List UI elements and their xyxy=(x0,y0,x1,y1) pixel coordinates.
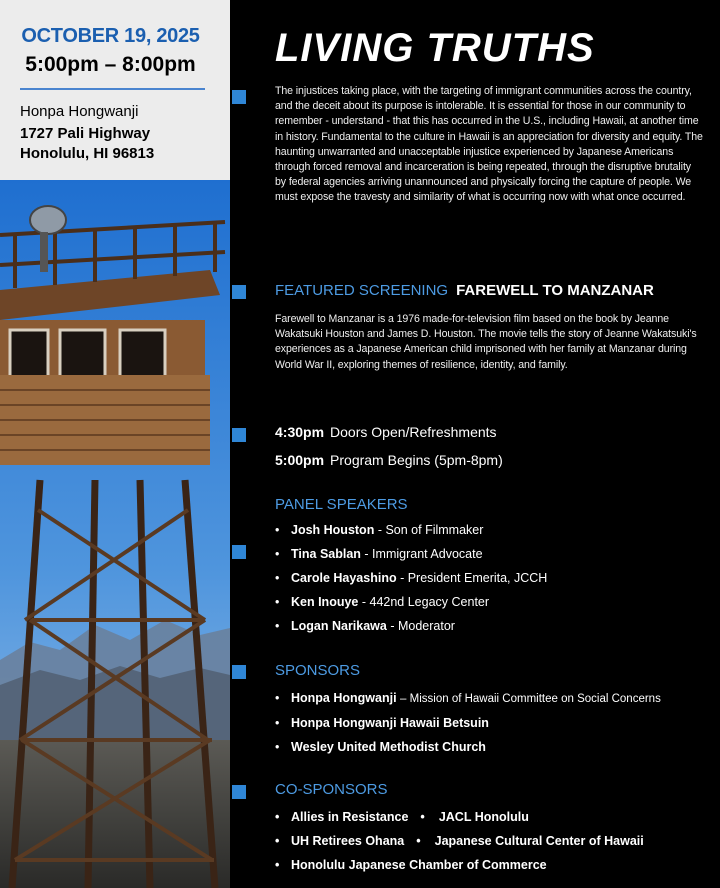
event-time: 5:00pm – 8:00pm xyxy=(25,53,196,76)
speaker-item xyxy=(275,566,547,590)
main-title: LIVING TRUTHS xyxy=(275,26,595,70)
cosponsor-row xyxy=(275,805,644,829)
section-marker-icon xyxy=(232,90,246,104)
sponsor-note: – Mission of Hawaii Committee on Social Concerns xyxy=(400,693,661,705)
speaker-role: - Moderator xyxy=(390,619,455,633)
section-marker-icon xyxy=(232,785,246,799)
cosponsors-heading: CO-SPONSORS xyxy=(275,781,388,798)
venue-name: Honpa Hongwanji xyxy=(20,103,139,120)
cosponsors-list xyxy=(275,805,644,877)
sponsors-heading: SPONSORS xyxy=(275,662,361,679)
speaker-name: Logan Narikawa xyxy=(291,619,387,633)
cosponsor-name: Honolulu Japanese Chamber of Commerce xyxy=(291,858,547,872)
speaker-item xyxy=(275,542,547,566)
schedule-item xyxy=(275,452,503,468)
section-marker-icon xyxy=(232,545,246,559)
featured-screening-heading xyxy=(275,282,654,299)
bullet-icon: • xyxy=(275,858,280,872)
schedule-text: Doors Open/Refreshments xyxy=(330,424,497,440)
schedule-time: 5:00pm xyxy=(275,452,325,468)
speaker-role: - Immigrant Advocate xyxy=(364,547,483,561)
sponsor-item xyxy=(275,735,661,759)
cosponsor-row xyxy=(275,853,644,877)
event-info-box xyxy=(0,0,230,180)
schedule-text: Program Begins (5pm-8pm) xyxy=(330,452,503,468)
section-marker-icon xyxy=(232,285,246,299)
schedule-time: 4:30pm xyxy=(275,424,325,440)
cosponsor-name: JACL Honolulu xyxy=(438,810,529,824)
event-date: OCTOBER 19, 2025 xyxy=(21,25,200,47)
sponsor-name: Honpa Hongwanji Hawaii Betsuin xyxy=(291,716,489,730)
sponsor-name: Wesley United Methodist Church xyxy=(291,740,486,754)
guard-tower-photo xyxy=(0,180,230,888)
cosponsor-name: Allies in Resistance xyxy=(291,810,409,824)
bullet-icon: • xyxy=(416,834,421,848)
info-divider xyxy=(20,88,205,90)
featured-film-title: FAREWELL TO MANZANAR xyxy=(456,282,654,299)
speaker-item xyxy=(275,614,547,638)
speaker-name: Josh Houston xyxy=(291,523,375,537)
speaker-role: - President Emerita, JCCH xyxy=(400,571,548,585)
speaker-role: - Son of Filmmaker xyxy=(377,523,484,537)
speaker-name: Tina Sablan xyxy=(291,547,361,561)
bullet-icon: • xyxy=(275,595,280,609)
bullet-icon: • xyxy=(275,571,280,585)
bullet-icon: • xyxy=(275,716,280,730)
panel-speakers-heading: PANEL SPEAKERS xyxy=(275,496,408,513)
cosponsor-row xyxy=(275,829,644,853)
sponsor-item xyxy=(275,686,661,711)
sponsors-list xyxy=(275,686,661,759)
bullet-icon: • xyxy=(420,810,425,824)
speaker-item xyxy=(275,518,547,542)
speaker-role: - 442nd Legacy Center xyxy=(361,595,490,609)
bullet-icon: • xyxy=(275,810,280,824)
venue-city: Honolulu, HI 96813 xyxy=(20,145,155,162)
panel-speakers-list xyxy=(275,518,547,638)
film-description: Farewell to Manzanar is a 1976 made-for-television film based on the book by Jeanne Wakatsuki Houston and James D. Houston. The movie tells the story of Jeanne Wakatsuki's experiences as a Japanese American child imprisoned with her family at Manzanar during World War II, exploring themes of resilience, identity, and family. xyxy=(275,313,697,371)
section-marker-icon xyxy=(232,428,246,442)
venue-street: 1727 Pali Highway xyxy=(20,125,151,142)
left-column xyxy=(0,0,230,888)
bullet-icon: • xyxy=(275,547,280,561)
bullet-icon: • xyxy=(275,619,280,633)
intro-paragraph: The injustices taking place, with the targeting of immigrant communities across the country, and the deceit about its purpose is intolerable. It is essential for those in our community to remember - understand - that this has occurred in the U.S., including Hawaii, at another time in history. Fundamental to the culture in Hawaii is an appreciation for diversity and equity. The haunting unwarranted and unacceptable injustice experienced by Japanese Americans through forced removal and incarceration is being repeated, through the disruptive brutality by federal agencies arriving unannounced and physically forcing the capture of people. We must expose the travesty and similarity of what is occurring now with what once occurred. xyxy=(275,85,703,204)
schedule-item xyxy=(275,424,497,440)
bullet-icon: • xyxy=(275,740,280,754)
sponsor-item xyxy=(275,711,661,735)
speaker-name: Carole Hayashino xyxy=(291,571,397,585)
bullet-icon: • xyxy=(275,691,280,705)
speaker-item xyxy=(275,590,547,614)
bullet-icon: • xyxy=(275,834,280,848)
cosponsor-name: Japanese Cultural Center of Hawaii xyxy=(434,834,644,848)
speaker-name: Ken Inouye xyxy=(291,595,359,609)
bullet-icon: • xyxy=(275,523,280,537)
section-marker-icon xyxy=(232,665,246,679)
cosponsor-name: UH Retirees Ohana xyxy=(291,834,405,848)
sponsor-name: Honpa Hongwanji xyxy=(291,691,397,705)
featured-label: FEATURED SCREENING xyxy=(275,282,449,299)
